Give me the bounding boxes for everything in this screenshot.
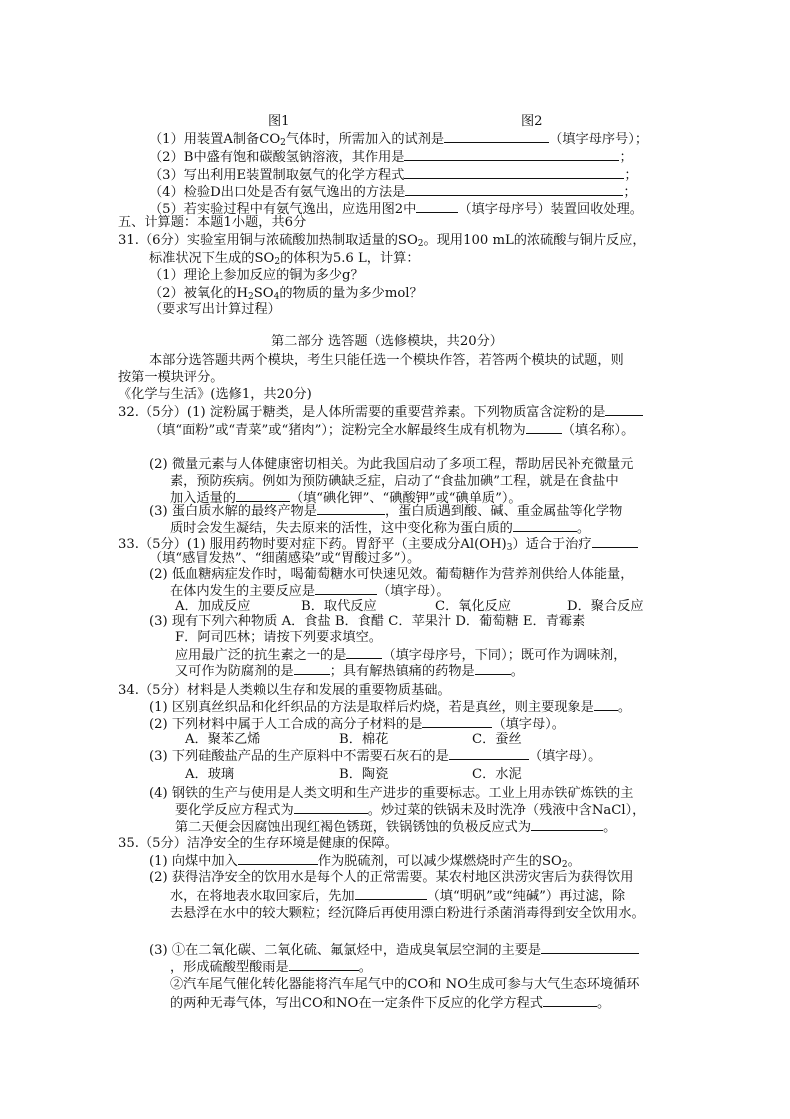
answer-blank[interactable]: [592, 536, 638, 548]
q32-line-3: (2) 微量元素与人体健康密切相关。为此我国启动了多项工程，帮助居民补充微量元: [149, 457, 634, 472]
answer-blank[interactable]: [315, 583, 377, 595]
q34-line-3: (2) 下列材料中属于人工合成的高分子材料的是 （填字母）。: [149, 717, 565, 732]
answer-blank[interactable]: [444, 131, 549, 143]
q35-line-6: (3) ①在二氧化碳、二氧化硫、氟氯烃中，造成臭氧层空洞的主要是: [149, 942, 639, 959]
part2-intro-1: 本部分选答题共两个模块，考生只能任选一个模块作答，若答两个模块的试题，则: [149, 353, 624, 368]
q33-line-2: （填“感冒发热”、“细菌感染”或“胃酸过多”）。: [149, 551, 421, 566]
q33-line-1: 33.（5分）(1) 服用药物时要对症下药。胃舒平（主要成分$Al(OH)_3$）适合于治疗: [118, 536, 638, 556]
q34-opt1-a: A．聚苯乙烯: [185, 732, 261, 747]
q35-line-3: (2) 获得洁净安全的饮用水是每个人的正常需要。某农村地区洪涝灾害后为获得饮用: [149, 870, 634, 885]
q35-line-2: (1) 向煤中加入 作为脱硫剂，可以减少煤燃烧时产生的$SO_2$。: [149, 854, 581, 870]
q35-line-7: ，形成硫酸型酸雨是 。: [170, 960, 372, 975]
lab-question-1: （1）用装置A制备$CO_2$气体时，所需加入的试剂是 （填字母序号）；: [149, 132, 649, 148]
answer-blank[interactable]: [594, 699, 618, 711]
q33-option-b: B．取代反应: [301, 599, 377, 614]
answer-blank[interactable]: [404, 167, 624, 179]
q32-line-5: 加入适量的 （填“碘化钾”、“碘酸钾”或“碘单质”）。: [170, 491, 522, 506]
part2-title: 第二部分 选答题（选修模块，共20分）: [271, 334, 503, 349]
answer-blank[interactable]: [449, 748, 529, 760]
q35-line-9: 的两种无毒气体，写出CO和NO在一定条件下反应的化学方程式 。: [170, 996, 611, 1011]
q34-opt2-a: A．玻璃: [185, 767, 235, 782]
q31-sub-2: （2）被氧化的$H_2SO_4$的物质的量为多少mol？: [149, 286, 423, 302]
q33-line-6: (3) 现有下列六种物质 A．食盐 B．食醋 C．苹果汁 D．葡萄糖 E．青霉素: [149, 614, 586, 629]
answer-blank[interactable]: [355, 888, 427, 900]
q33-option-c: C．氧化反应: [435, 599, 512, 614]
q34-line-7: (4) 钢铁的生产与使用是人类文明和生产进步的重要标志。工业上用赤铁矿炼铁的主: [149, 786, 634, 801]
q34-line-5: (3) 下列硅酸盐产品的生产原料中不需要石灰石的是 （填字母）。: [149, 749, 602, 764]
answer-blank[interactable]: [526, 422, 562, 434]
q34-line-9: 第二天便会因腐蚀出现红褐色锈斑，铁锅锈蚀的负极反应式为 。: [175, 820, 617, 835]
q34-opt1-b: B．棉花: [339, 732, 389, 747]
answer-blank[interactable]: [475, 663, 511, 675]
answer-blank[interactable]: [294, 802, 368, 814]
answer-blank[interactable]: [416, 201, 458, 213]
q33-line-3: (2) 低血糖病症发作时，喝葡萄糖水可快速见效。葡萄糖作为营养剂供给人体能量，: [149, 567, 634, 582]
q33-option-d: D．聚合反应: [567, 599, 644, 614]
q31-line-2: 标准状况下生成的$SO_2$的体积为5.6 L，计算：: [149, 251, 420, 267]
q33-line-9: 又可作为防腐剂的是 ；具有解热镇痛的药物是 。: [175, 664, 524, 679]
answer-blank[interactable]: [543, 995, 597, 1007]
answer-blank[interactable]: [404, 149, 619, 161]
q31-line-1: 31.（6分）实验室用铜与浓硫酸加热制取适量的$SO_2$。现用100 mL的浓硫酸与铜片反应，: [118, 233, 646, 249]
figure-2-caption: 图2: [521, 114, 543, 129]
q34-opt1-c: C．蚕丝: [472, 732, 522, 747]
q33-line-7: F．阿司匹林；请按下列要求填空。: [175, 630, 382, 645]
answer-blank[interactable]: [513, 520, 577, 532]
answer-blank[interactable]: [238, 853, 318, 865]
module-heading: 《化学与生活》(选修1，共20分): [118, 387, 312, 402]
answer-blank[interactable]: [422, 716, 492, 728]
lab-question-5: （5）若实验过程中有氨气逸出，应选用图2中 （填字母序号）装置回收处理。: [149, 202, 643, 217]
lab-question-3: （3）写出利用E装置制取氨气的化学方程式 ；: [149, 168, 638, 183]
q34-line-8: 要化学反应方程式为 。炒过菜的铁锅未及时洗净（残液中含NaCl），: [175, 803, 646, 818]
q35-line-1: 35.（5分）洁净安全的生存环境是健康的保障。: [118, 836, 398, 851]
q35-line-5: 去悬浮在水中的较大颗粒；经沉降后再使用漂白粉进行杀菌消毒得到安全饮用水。: [170, 906, 645, 921]
q33-line-4: 在体内发生的主要反应是 （填字母）。: [170, 584, 450, 599]
q33-option-a: A．加成反应: [175, 599, 251, 614]
q34-opt2-b: B．陶瓷: [339, 767, 389, 782]
answer-blank[interactable]: [289, 959, 359, 971]
part2-intro-2: 按第一模块评分。: [118, 370, 224, 385]
section-5-heading: 五、计算题：本题1小题，共6分: [118, 215, 307, 230]
q32-line-1: 32.（5分）(1) 淀粉属于糖类，是人体所需要的重要营养素。下列物质富含淀粉的是: [118, 404, 643, 421]
q31-note: （要求写出计算过程）: [149, 302, 281, 317]
q34-opt2-c: C．水泥: [472, 767, 522, 782]
lab-question-4: （4）检验D出口处是否有氨气逸出的方法是 ；: [149, 185, 637, 200]
q32-line-4: 素，预防疾病。例如为预防碘缺乏症，启动了“食盐加碘”工程，就是在食盐中: [170, 474, 619, 489]
answer-blank[interactable]: [541, 942, 639, 954]
q34-line-2: (1) 区别真丝织品和化纤织品的方法是取样后灼烧，若是真丝，则主要现象是 。: [149, 700, 632, 715]
q31-sub-1: （1）理论上参加反应的铜为多少g？: [149, 268, 364, 283]
q34-line-1: 34.（5分）材料是人类赖以生存和发展的重要物质基础。: [118, 683, 451, 698]
lab-question-2: （2）B中盛有饱和碳酸氢钠溶液，其作用是 ；: [149, 150, 633, 165]
answer-blank[interactable]: [294, 663, 330, 675]
answer-blank[interactable]: [531, 819, 603, 831]
q32-line-6: (3) 蛋白质水解的最终产物是 ，蛋白质遇到酸、碱、重金属盐等化学物: [149, 504, 623, 519]
figure-1-caption: 图1: [268, 114, 290, 129]
answer-blank[interactable]: [346, 647, 382, 659]
q35-line-8: ②汽车尾气催化转化器能将汽车尾气中的CO和 NO生成可参与大气生态环境循环: [170, 977, 640, 992]
q32-line-2: （填“面粉”或“青菜”或“猪肉”）；淀粉完全水解最终生成有机物为 （填名称）。: [149, 423, 635, 438]
answer-blank[interactable]: [605, 404, 643, 416]
answer-blank[interactable]: [236, 490, 290, 502]
q32-line-7: 质时会发生凝结，失去原来的活性，这中变化称为蛋白质的 。: [170, 521, 591, 536]
q35-line-4: 水，在将地表水取回家后，先加 （填“明矾”或“纯碱”）再过滤，除: [170, 889, 626, 904]
q33-line-8: 应用最广泛的抗生素之一的是 （填字母序号，下同）；既可作为调味剂，: [175, 648, 627, 663]
answer-blank[interactable]: [405, 184, 623, 196]
answer-blank[interactable]: [317, 503, 385, 515]
